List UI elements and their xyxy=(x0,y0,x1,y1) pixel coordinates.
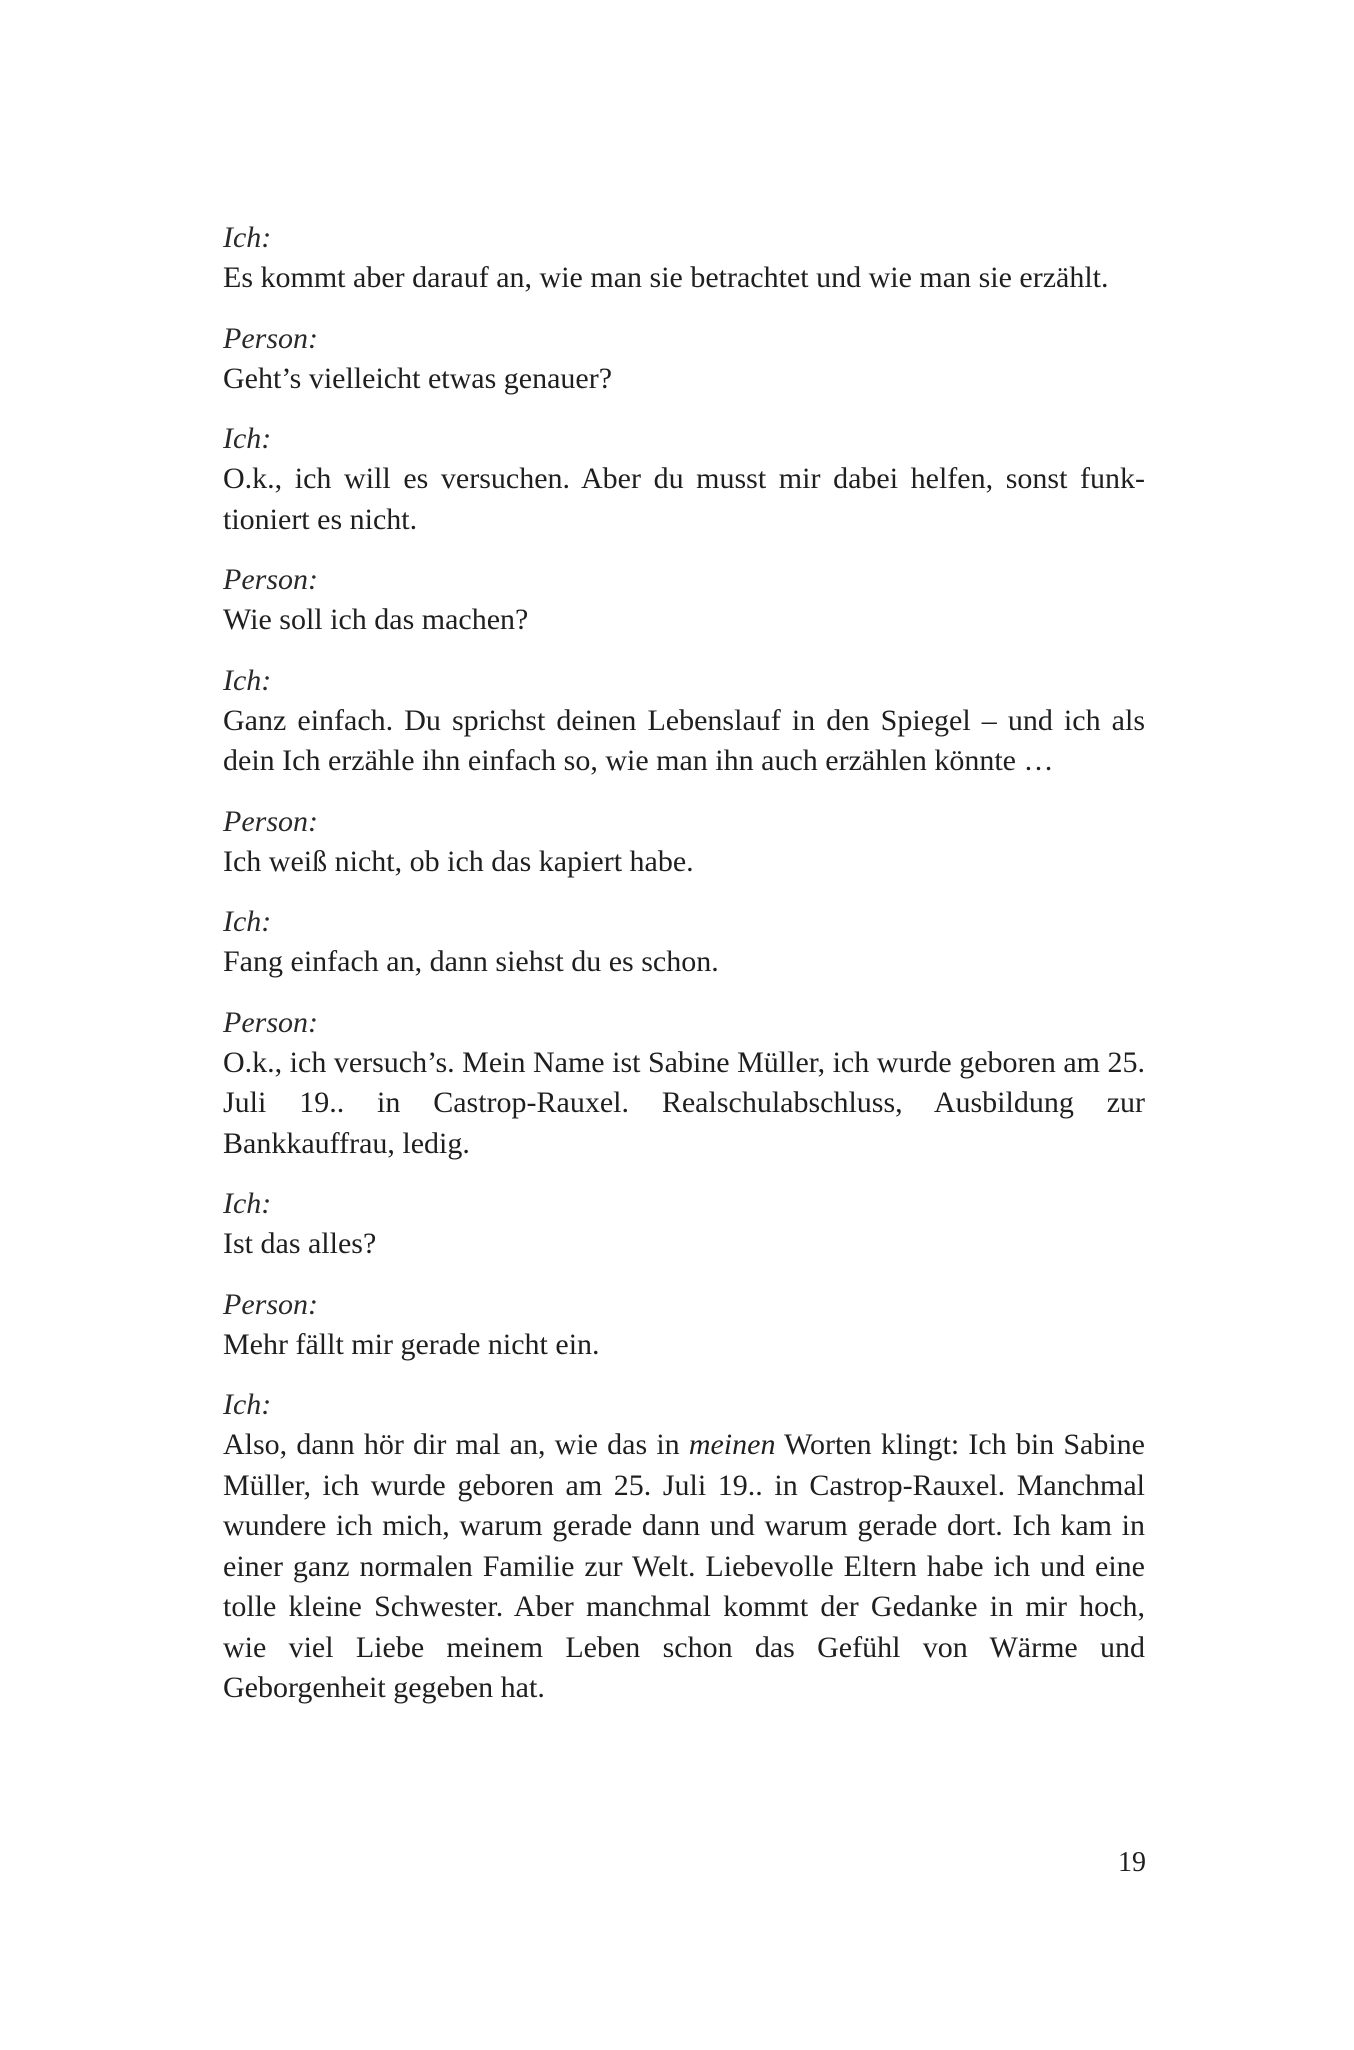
utterance-text-before: Also, dann hör dir mal an, wie das in xyxy=(223,1428,689,1461)
speaker-label: Person: xyxy=(223,563,318,596)
speaker-label: Ich: xyxy=(223,221,272,254)
dialogue-entry xyxy=(223,661,1145,782)
dialogue-entry xyxy=(223,218,1145,299)
dialogue-entry xyxy=(223,1385,1145,1709)
dialogue-entry xyxy=(223,902,1145,983)
utterance-text xyxy=(223,1425,1145,1709)
speaker-label: Ich: xyxy=(223,663,272,697)
utterance-text: Es kommt aber darauf an, wie man sie betrachtet und wie man sie erzählt. xyxy=(223,261,1109,294)
dialogue-entry xyxy=(223,1285,1145,1366)
utterance-text: O.k., ich versuch’s. Mein Name ist Sabine Müller, ich wurde geboren am 25. Juli 19.. in Castrop-Rauxel. Realschulabschluss, Ausbildung zur Bankkauffrau, ledig. xyxy=(223,1045,1145,1160)
speaker-label: Person: xyxy=(223,321,318,355)
utterance-text: Ganz einfach. Du sprichst deinen Lebenslauf in den Spiegel – und ich als dein Ich erzähle ihn einfach so, wie man ihn auch erzählen könnte … xyxy=(223,703,1145,777)
page-number: 19 xyxy=(1118,1847,1146,1878)
utterance-text-after: Worten klingt: Ich bin Sabine Müller, ich wurde geboren am 25. Juli 19.. in Castrop-Rauxel. Manchmal wundere ich mich, warum gerade dann und warum gerade dort. Ich kam in einer ganz normalen Familie zur Welt. Liebevolle Eltern habe ich und eine tolle kleine Schwester. Aber manchmal kommt der Gedanke in mir hoch, wie viel Liebe meinem Leben schon das Gefühl von Wärme und Geborgenheit gegeben hat. xyxy=(223,1428,1145,1704)
utterance-text: Ich weiß nicht, ob ich das kapiert habe. xyxy=(223,844,694,878)
speaker-label: Person: xyxy=(223,804,318,838)
utterance-text: Wie soll ich das machen? xyxy=(223,603,529,636)
dialogue-entry xyxy=(223,1184,1145,1265)
speaker-label: Ich: xyxy=(223,1187,272,1220)
dialogue-text-block xyxy=(223,218,1145,1729)
utterance-text: O.k., ich will es versuchen. Aber du musst mir dabei helfen, sonst funk-tioniert es nicht. xyxy=(223,462,1145,536)
utterance-text: Fang einfach an, dann siehst du es schon. xyxy=(223,945,719,978)
dialogue-entry xyxy=(223,1003,1145,1165)
dialogue-entry xyxy=(223,319,1145,400)
utterance-text: Ist das alles? xyxy=(223,1227,377,1260)
speaker-label: Ich: xyxy=(223,422,272,455)
speaker-label: Person: xyxy=(223,1287,318,1321)
dialogue-entry xyxy=(223,560,1145,641)
utterance-text: Geht’s vielleicht etwas genauer? xyxy=(223,361,613,395)
speaker-label: Person: xyxy=(223,1005,318,1039)
speaker-label: Ich: xyxy=(223,1388,272,1421)
dialogue-entry xyxy=(223,419,1145,540)
speaker-label: Ich: xyxy=(223,905,272,938)
emphasized-word: meinen xyxy=(688,1428,776,1461)
utterance-text: Mehr fällt mir gerade nicht ein. xyxy=(223,1327,600,1361)
dialogue-entry xyxy=(223,802,1145,883)
